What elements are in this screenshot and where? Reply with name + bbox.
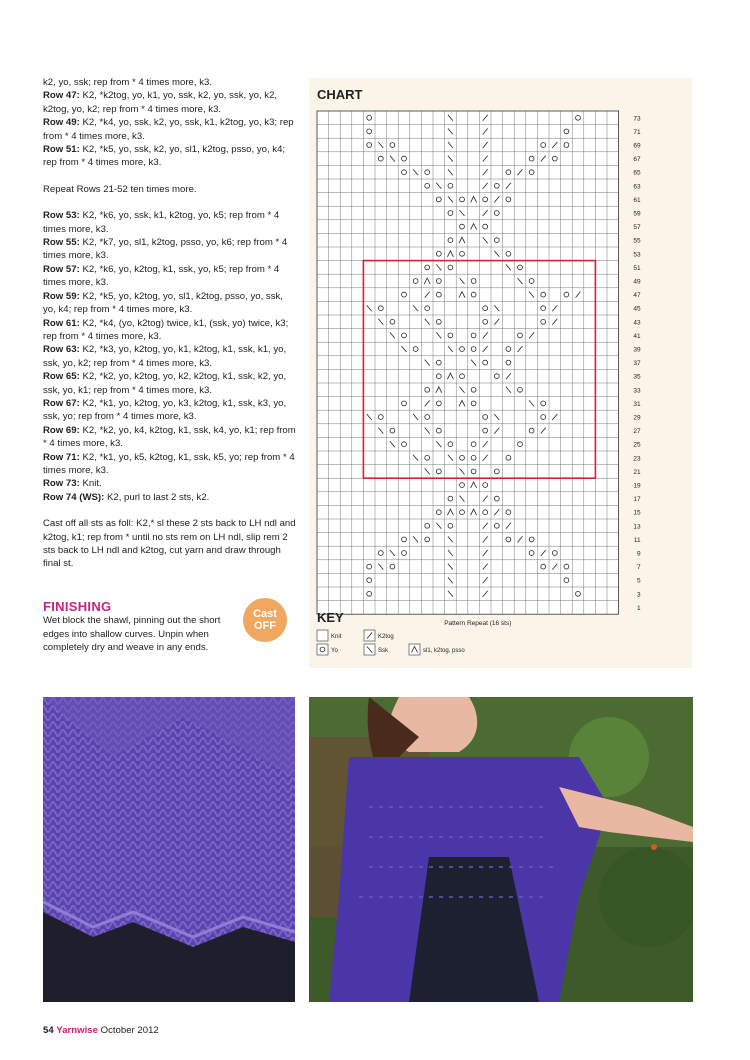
row-number: 31 [633, 400, 641, 408]
row-number: 39 [633, 346, 641, 354]
row-number: 49 [633, 278, 641, 286]
chart-caption: Pattern Repeat (16 sts) [444, 620, 512, 628]
row-label: Row 65: [43, 371, 80, 383]
row-number: 55 [633, 237, 641, 245]
row-number: 21 [633, 468, 641, 476]
pattern-row [43, 263, 298, 290]
cast-off-badge-line1: Cast [253, 608, 277, 620]
chart-title: CHART [317, 87, 363, 102]
row-number: 41 [633, 332, 641, 340]
row-number: 35 [633, 373, 641, 381]
model-wearing-shawl-photo [309, 697, 693, 1002]
row-number: 9 [636, 550, 641, 558]
row-number: 17 [633, 496, 641, 504]
row-label: Row 59: [43, 290, 80, 302]
row-number: 65 [633, 169, 641, 177]
row-number: 23 [633, 455, 641, 463]
row-number: 73 [633, 115, 641, 123]
row-number: 71 [633, 128, 641, 136]
row-number: 19 [633, 482, 641, 490]
row-number: 5 [636, 577, 641, 585]
issue-date: October 2012 [100, 1025, 159, 1036]
pattern-row [43, 143, 298, 170]
row-label: Row 63: [43, 344, 80, 356]
row-instruction: k2, yo, ssk; rep from * 4 times more, k3. [43, 77, 213, 88]
finishing-heading: FINISHING [43, 599, 112, 614]
row-number: 61 [633, 196, 641, 204]
row-instruction: K2, *k1, yo, k5, k2tog, k1, ssk, k5, yo; rep from * 4 times more, k3. [43, 451, 295, 476]
row-label: Row 53: [43, 210, 80, 222]
key-label: sl1, k2tog, psso [423, 648, 465, 654]
row-label: Row 55: [43, 237, 80, 249]
row-instruction: Cast off all sts as foll: K2,* sl these 2 sts back to LH ndl and k2tog, k1; rep from * until no sts rem on LH ndl, slip rem 2 sts back to LH ndl and k2tog, cut yarn and draw through final st. [43, 518, 296, 570]
pattern-row [43, 370, 298, 397]
magazine-brand: Yarnwise [56, 1025, 98, 1036]
pattern-row [43, 451, 298, 478]
row-number: 11 [633, 536, 641, 544]
finishing-section [43, 600, 243, 655]
key-label: K2tog [378, 634, 394, 640]
row-instruction: K2, *k1, yo, k2tog, yo, k3, k2tog, k1, ssk, k3, yo, ssk, yo; rep from * 4 times more, k3. [43, 397, 287, 423]
page-number: 54 [43, 1025, 54, 1036]
row-label: Row 51: [43, 144, 80, 156]
shawl-edge-closeup-image [43, 697, 295, 1002]
pattern-row [43, 517, 298, 571]
cast-off-badge [243, 598, 287, 642]
key-label: Yo [331, 648, 338, 654]
row-number: 3 [636, 591, 641, 599]
pattern-row [43, 290, 298, 317]
row-instruction: K2, *k5, yo, k2tog, yo, sl1, k2tog, psso, yo, ssk, yo, k4; rep from * 4 times more, k3. [43, 290, 283, 316]
pattern-row [43, 209, 298, 236]
knitting-chart [309, 78, 692, 668]
row-number: 57 [633, 224, 641, 232]
key-label: Knit [331, 634, 342, 640]
row-number: 69 [633, 142, 641, 150]
finishing-body: Wet block the shawl, pinning out the short edges into shallow curves. Unpin when completely dry and weave in any ends. [43, 615, 221, 654]
row-number: 7 [636, 564, 641, 572]
key-title: KEY [317, 610, 344, 625]
row-instruction: K2, *k6, yo, ssk, k1, k2tog, yo, k5; rep from * 4 times more, k3. [43, 210, 280, 235]
row-instruction: K2, *k5, yo, ssk, k2, yo, sl1, k2tog, psso, yo, k4; rep from * 4 times more, k3. [43, 144, 286, 169]
pattern-instructions [43, 76, 298, 571]
row-instruction: K2, *k4, yo, ssk, k2, yo, ssk, k1, k2tog, yo, k3; rep from * 4 times more, k3. [43, 117, 294, 142]
pattern-row [43, 491, 298, 504]
pattern-row [43, 477, 298, 490]
pattern-row [43, 317, 298, 344]
pattern-row [43, 76, 298, 89]
row-number: 15 [633, 509, 641, 517]
row-instruction: K2, purl to last 2 sts, k2. [106, 491, 210, 503]
row-number: 47 [633, 292, 641, 300]
shawl-edge-closeup-photo [43, 697, 295, 1002]
row-number: 43 [633, 319, 641, 327]
row-number: 25 [633, 441, 641, 449]
row-label: Row 69: [43, 424, 80, 436]
row-number: 37 [633, 360, 641, 368]
row-instruction: Knit. [82, 478, 102, 490]
pattern-row [43, 397, 298, 424]
row-label: Row 47: [43, 90, 80, 102]
row-label: Row 67: [43, 397, 80, 409]
row-number: 45 [633, 305, 641, 313]
key-label: Ssk [378, 648, 389, 654]
row-instruction: K2, *k7, yo, sl1, k2tog, psso, yo, k6; rep from * 4 times more, k3. [43, 237, 288, 262]
row-label: Row 71: [43, 451, 80, 463]
pattern-row [43, 183, 298, 196]
row-number: 13 [633, 523, 641, 531]
row-label: Row 74 (WS): [43, 491, 105, 503]
row-instruction: Repeat Rows 21-52 ten times more. [43, 183, 197, 195]
pattern-row [43, 236, 298, 263]
row-number: 27 [633, 428, 641, 436]
row-number: 67 [633, 156, 641, 164]
pattern-row [43, 343, 298, 370]
model-wearing-shawl-image [309, 697, 693, 1002]
row-instruction: K2, *k2, yo, k2tog, yo, k2, k2tog, k1, ssk, k2, yo, ssk, yo, k1; rep from * 4 times more, k3. [43, 371, 287, 396]
key-swatch-knit [317, 630, 328, 641]
pattern-row [43, 116, 298, 143]
pattern-row [43, 424, 298, 451]
cast-off-badge-line2: OFF [254, 620, 276, 632]
chart-panel [309, 78, 692, 668]
row-number: 1 [636, 604, 641, 612]
row-instruction: K2, *k4, (yo, k2tog) twice, k1, (ssk, yo) twice, k3; rep from * 4 times more, k3. [43, 317, 289, 342]
row-number: 53 [633, 251, 641, 259]
row-label: Row 61: [43, 317, 80, 329]
row-number: 51 [633, 264, 641, 272]
row-number: 33 [633, 387, 641, 395]
row-instruction: K2, *k3, yo, k2tog, yo, k1, k2tog, k1, ssk, k1, yo, ssk, yo, k2; rep from * 4 times more, k3. [43, 344, 287, 369]
row-number: 59 [633, 210, 641, 218]
row-label: Row 49: [43, 117, 80, 129]
row-instruction: K2, *k2tog, yo, k1, yo, ssk, k2, yo, ssk, yo, k2, k2tog, yo, k2; rep from * 4 times more, k3. [43, 90, 278, 115]
row-instruction: K2, *k6, yo, k2tog, k1, ssk, yo, k5; rep from * 4 times more, k3. [43, 263, 280, 289]
pattern-row [43, 89, 298, 116]
row-number: 63 [633, 183, 641, 191]
row-number: 29 [633, 414, 641, 422]
row-label: Row 57: [43, 263, 80, 275]
page-footer [43, 1025, 159, 1036]
row-instruction: K2, *k2, yo, k4, k2tog, k1, ssk, k4, yo, k1; rep from * 4 times more, k3. [43, 424, 296, 450]
row-label: Row 73: [43, 478, 80, 490]
key-swatch-yo [317, 644, 328, 655]
